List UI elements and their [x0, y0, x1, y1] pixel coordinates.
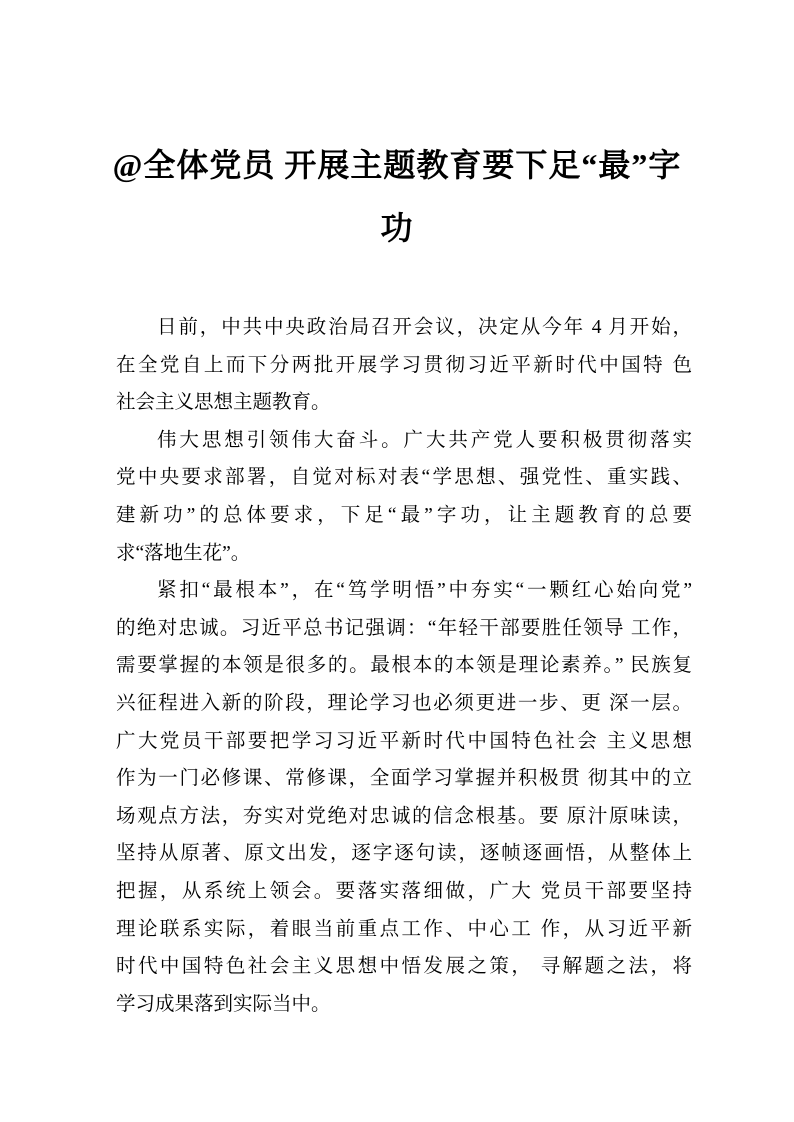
text-line: 需要掌握的本领是很多的。最根本的本领是理论素养。” 民族复: [116, 655, 692, 677]
text-line: 日前，中共中央政治局召开会议，决定从今年 4 月开始，: [157, 317, 692, 338]
title-line-1: @全体党员 开展主题教育要下足“最”字: [112, 147, 682, 183]
text-line: 求“落地生花”。: [116, 542, 251, 564]
text-line: 建新功”的总体要求，下足“最”字功，让主题教育的总要: [116, 504, 692, 526]
text-line: 广大党员干部要把学习习近平新时代中国特色社会 主义思想: [116, 730, 692, 752]
text-line: 兴征程进入新的阶段，理论学习也必须更进一步、更 深一层。: [116, 692, 692, 714]
document-body: [116, 309, 692, 1023]
paragraph-1: [116, 309, 692, 422]
text-line: 坚持从原著、原文出发，逐字逐句读，逐帧逐画悟，从整体上: [116, 843, 692, 865]
title-line-2: 功: [380, 210, 414, 246]
text-line: 把握，从系统上领会。要落实落细做，广大 党员干部要坚持: [116, 880, 692, 902]
document-title: [0, 0, 794, 260]
text-line: 学习成果落到实际当中。: [116, 993, 331, 1015]
text-line: 在全党自上而下分两批开展学习贯彻习近平新时代中国特 色: [116, 354, 692, 376]
text-line: 理论联系实际，着眼当前重点工作、中心工 作，从习近平新: [116, 918, 692, 940]
text-line: 场观点方法，夯实对党绝对忠诚的信念根基。要 原汁原味读，: [116, 805, 692, 827]
text-line: 作为一门必修课、常修课，全面学习掌握并积极贯 彻其中的立: [116, 768, 692, 790]
text-line: 党中央要求部署，自觉对标对表“学思想、强党性、重实践、: [116, 467, 692, 489]
paragraph-3: [116, 572, 692, 1023]
text-line: 的绝对忠诚。习近平总书记强调：“年轻干部要胜任领导 工作，: [116, 617, 692, 639]
paragraph-2: [116, 422, 692, 572]
text-line: 社会主义思想主题教育。: [116, 392, 331, 414]
text-line: 紧扣“最根本”，在“笃学明悟”中夯实“一颗红心始向党”: [157, 580, 692, 602]
text-line: 时代中国特色社会主义思想中悟发展之策， 寻解题之法，将: [116, 956, 692, 978]
text-line: 伟大思想引领伟大奋斗。广大共产党人要积极贯彻落实: [157, 429, 692, 451]
